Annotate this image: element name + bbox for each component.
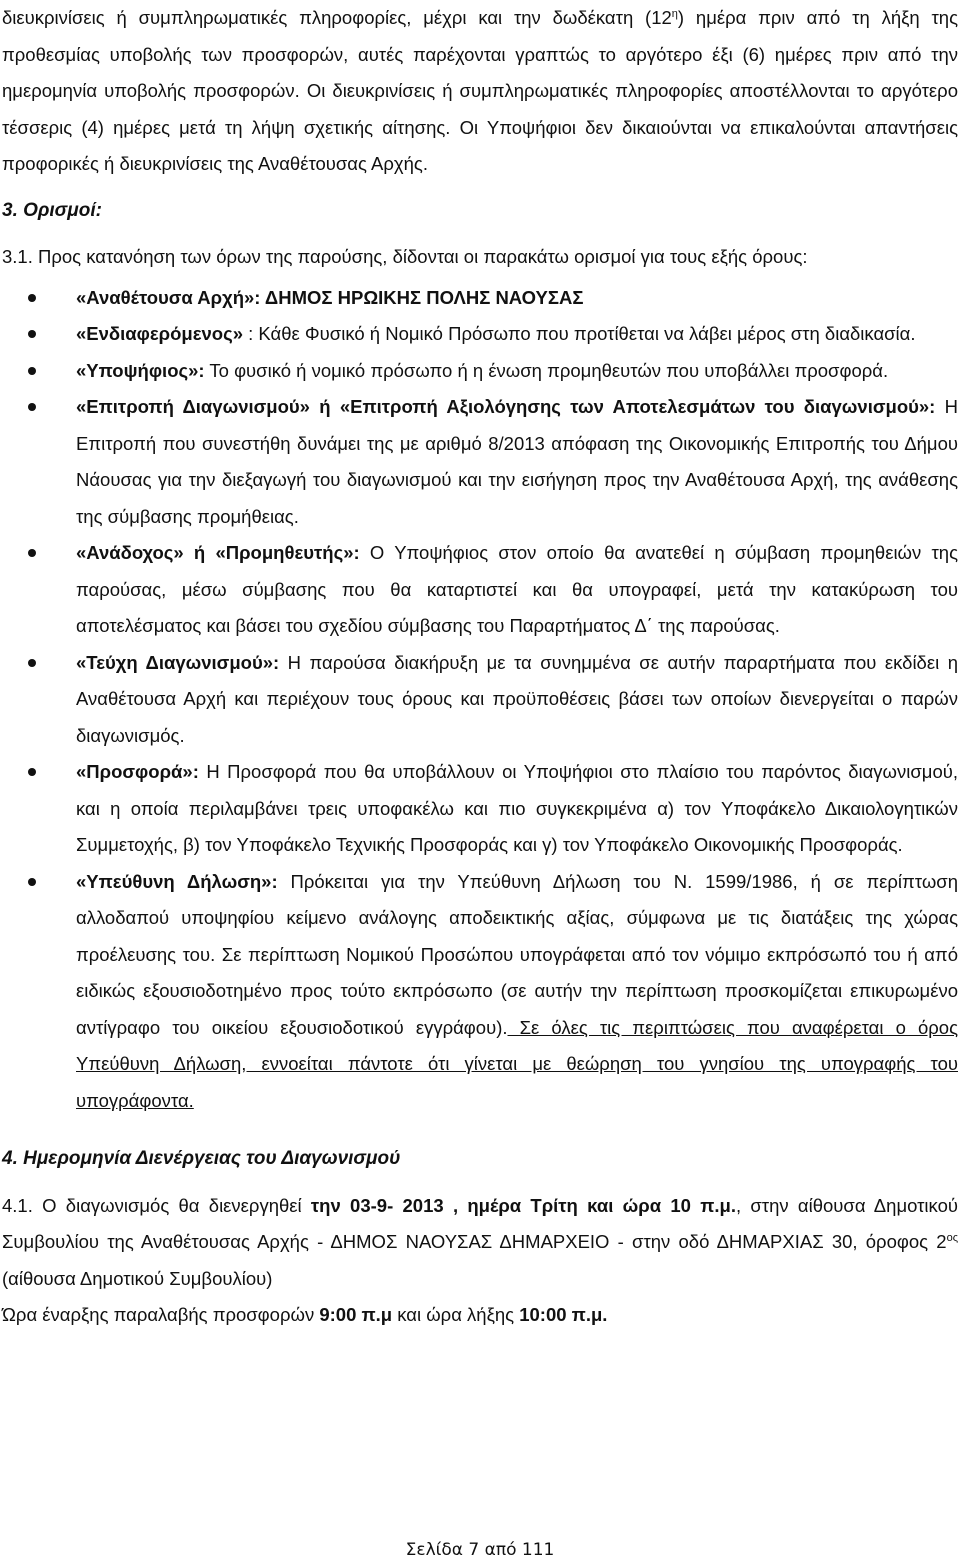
definition-term: «Υποψήφιος»: — [76, 359, 205, 381]
offer-end-time: 10:00 π.μ. — [519, 1304, 608, 1325]
bullet-icon — [28, 330, 36, 338]
clause-4-1-text-c: , στην αίθουσα Δημοτικού Συμβουλίου της Αναθέτουσας Αρχής - ΔΗΜΟΣ ΝΑΟΥΣΑΣ ΔΗΜΑΡΧΕΙΟ - στην οδό ΔΗΜΑΡΧΙΑΣ 30, όροφος 2 — [2, 1194, 958, 1252]
bullet-icon — [28, 367, 36, 375]
bullet-icon — [28, 659, 36, 667]
definition-term: «Προσφορά»: — [76, 761, 199, 782]
definition-term: «Επιτροπή Διαγωνισμού» ή «Επιτροπή Αξιολόγησης των Αποτελεσμάτων του διαγωνισμού»: — [76, 396, 936, 417]
definition-text: Πρόκειται για την Υπεύθυνη Δήλωση του Ν. 1599/1986, ή σε περίπτωση αλλοδαπού υποψηφίου κείμενο ανάλογης αποδεικτικής αξίας, σύμφωνα με τις διατάξεις της χώρας προέλευσης του. Σε περίπτωση Νομικού Προσώπου υπογράφεται από τον νόμιμο εκπρόσωπό του ή από ειδικώς εξουσιοδοτημένο προς τούτο εκπρόσωπο (σε αυτήν την περίπτωση προσκομίζεται επικυρωμένο αντίγραφο του οικείου εξουσιοδοτικού εγγράφου). — [76, 870, 959, 1038]
definition-term: «Ανάδοχος» ή «Προμηθευτής»: — [76, 542, 360, 563]
intro-text-a: διευκρινίσεις ή συμπληρωματικές πληροφορίες, μέχρι και την δωδέκατη (12 — [2, 7, 672, 28]
definition-text: Η Προσφορά που θα υποβάλλουν οι Υποψήφιοι στο πλαίσιο του παρόντος διαγωνισμού, και η οποία περιλαμβάνει τρεις υποφακέλω και πιο συγκεκριμένα α) τον Υποφάκελο Δικαιολογητικών Συμμετοχής, β) τον Υποφάκελο Τεχνικής Προσφοράς και γ) τον Υποφάκελο Οικονομικής Προσφοράς. — [76, 761, 958, 855]
definition-text: : Κάθε Φυσικό ή Νομικό Πρόσωπο που προτίθεται να λάβει μέρος στη διαδικασία. — [243, 323, 916, 344]
floor-superscript: ος — [946, 1231, 958, 1244]
clause-4-1-text-a: 4.1. Ο διαγωνισμός θα διενεργηθεί — [2, 1194, 311, 1216]
page-footer: Σελίδα 7 από 111 — [405, 1540, 555, 1560]
bullet-icon — [28, 549, 36, 557]
bullet-icon — [28, 294, 36, 302]
definition-item-tender-committee — [2, 389, 958, 535]
definition-text: Η Επιτροπή που συνεστήθη δυνάμει της με αριθμό 8/2013 απόφαση της Οικονομικής Επιτροπής του Δήμου Νάουσας για την διεξαγωγή του διαγωνισμού και την εισήγηση προς την Αναθέτουσα Αρχή, της ανάθεσης της σύμβασης προμήθειας. — [76, 396, 959, 527]
definition-term: «Τεύχη Διαγωνισμού»: — [76, 651, 280, 673]
document-page — [2, 0, 958, 1334]
definition-item-interested-party — [2, 316, 958, 353]
offer-start-time: 9:00 π.μ — [319, 1304, 393, 1325]
definition-item-offer — [2, 754, 958, 864]
definition-item-candidate — [2, 353, 958, 390]
definition-text: Η παρούσα διακήρυξη με τα συνημμένα σε αυτήν παραρτήματα που εκδίδει η Αναθέτουσα Αρχή και περιέχουν τους όρους και προϋποθέσεις βάσει των οποίων διενεργείται ο παρών διαγωνισμός. — [76, 651, 958, 746]
section-3-heading: 3. Ορισμοί: — [2, 199, 102, 221]
offer-hours-text-a: Ώρα έναρξης παραλαβής προσφορών — [2, 1304, 320, 1325]
offer-hours-text-c: και ώρα λήξης — [392, 1304, 520, 1325]
definition-item-contractor — [2, 535, 958, 645]
definition-item-tender-documents — [2, 645, 958, 755]
clause-4-1-text-d: (αίθουσα Δημοτικού Συμβουλίου) — [2, 1267, 273, 1289]
bullet-icon — [28, 403, 36, 411]
tender-date-time: την 03-9- 2013 , ημέρα Τρίτη και ώρα 10 π.μ. — [310, 1194, 736, 1216]
definition-term: «Αναθέτουσα Αρχή»: ΔΗΜΟΣ ΗΡΩΙΚΗΣ ΠΟΛΗΣ ΝΑΟΥΣΑΣ — [76, 286, 584, 308]
clause-4-1 — [2, 1188, 958, 1298]
definitions-list — [2, 280, 958, 1120]
intro-text-b: ) ημέρα πριν από τη λήξη της προθεσμίας υποβολής των προσφορών, αυτές παρέχονται γραπτώς το αργότερο έξι (6) ημέρες πριν από την ημερομηνία υποβολής προσφορών. Οι διευκρινίσεις ή συμπληρωματικές πληροφορίες αποστέλλονται το αργότερο τέσσερις (4) ημέρες μετά τη λήψη σχετικής αίτησης. Οι Υποψήφιοι δεν δικαιούνται να επικαλούνται απαντήσεις προφορικές ή διευκρινίσεις της Αναθέτουσας Αρχής. — [2, 7, 959, 174]
definition-term: «Υπεύθυνη Δήλωση»: — [76, 870, 278, 892]
bullet-icon — [28, 768, 36, 776]
definition-item-solemn-declaration — [2, 864, 958, 1120]
ordinal-superscript: η — [671, 7, 678, 20]
definition-text: Ο Υποψήφιος στον οποίο θα ανατεθεί η σύμβαση προμηθειών της παρούσας, μέσω σύμβασης που θα καταρτιστεί και θα υπογραφεί, μετά την κατακύρωση του αποτελέσματος και βάσει του σχεδίου σύμβασης του Παραρτήματος Δ΄ της παρούσας. — [76, 542, 959, 636]
offer-hours — [2, 1297, 958, 1334]
definition-item-contracting-authority — [2, 280, 958, 317]
intro-paragraph — [2, 0, 958, 183]
definition-underlined-note: Σε όλες τις περιπτώσεις που αναφέρεται ο όρος Υπεύθυνη Δήλωση, εννοείται πάντοτε ότι γίνεται με θεώρηση του γνησίου της υπογραφής του υπογράφοντα. — [76, 1016, 959, 1111]
section-4-heading: 4. Ημερομηνία Διενέργειας του Διαγωνισμού — [2, 1148, 401, 1169]
definition-term: «Ενδιαφερόμενος» — [76, 323, 244, 344]
definition-text: Το φυσικό ή νομικό πρόσωπο ή η ένωση προμηθευτών που υποβάλλει προσφορά. — [204, 359, 889, 381]
clause-3-1: 3.1. Προς κατανόηση των όρων της παρούσης, δίδονται οι παρακάτω ορισμοί για τους εξής όρους: — [2, 246, 808, 267]
bullet-icon — [28, 878, 36, 886]
